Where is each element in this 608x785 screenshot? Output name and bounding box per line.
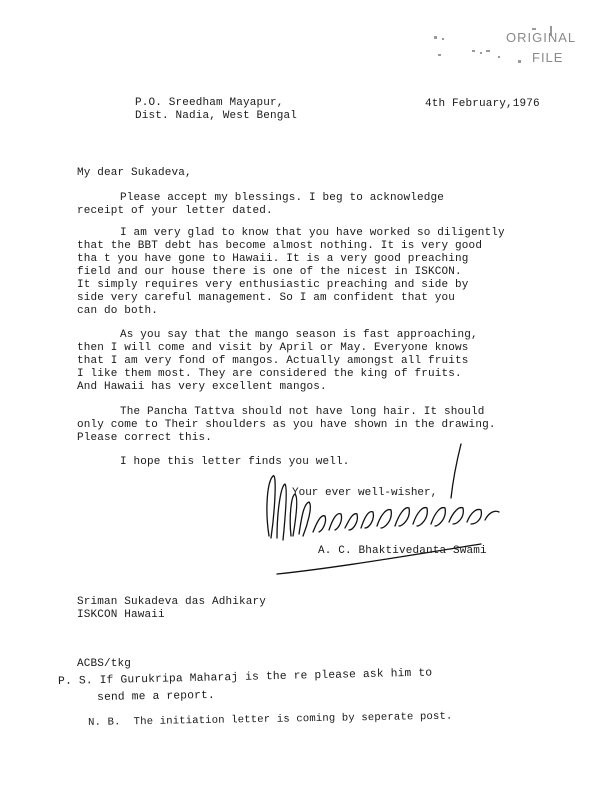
paragraph-3-line-1: As you say that the mango season is fast approaching, <box>120 329 478 341</box>
paragraph-2-line-4: field and our house there is one of the nicest in ISKCON. <box>77 266 462 278</box>
paragraph-1-line-1: Please accept my blessings. I beg to acknowledge <box>120 192 445 204</box>
paragraph-3-line-3: that I am very fond of mangos. Actually amongst all fruits <box>77 355 469 367</box>
stamp-line-file: FILE <box>532 50 564 65</box>
recipient-line1: Sriman Sukadeva das Adhikary <box>77 596 267 608</box>
postscript-line1: P. S. If Gurukripa Maharaj is the re please ask him to <box>58 667 433 688</box>
signer-name: A. C. Bhaktivedanta Swami <box>318 545 487 557</box>
paragraph-2-line-5: It simply requires very enthusiastic preaching and side by <box>77 279 469 291</box>
paragraph-5-line-1: I hope this letter finds you well. <box>120 456 350 468</box>
salutation: My dear Sukadeva, <box>77 167 192 179</box>
reference-initials: ACBS/tkg <box>77 658 132 670</box>
paragraph-3-line-2: then I will come and visit by April or May. Everyone knows <box>77 342 469 354</box>
nota-bene: N. B. The initiation letter is coming by seperate post. <box>88 710 453 729</box>
paragraph-2-line-3: tha t you have gone to Hawaii. It is a very good preaching <box>77 253 469 265</box>
paragraph-4-line-2: only come to Their shoulders as you have shown in the drawing. <box>77 419 496 431</box>
paragraph-2-line-2: that the BBT debt has become almost nothing. It is very good <box>77 240 483 252</box>
paragraph-3-line-5: And Hawaii has very excellent mangos. <box>77 381 327 393</box>
letter-date: 4th February,1976 <box>425 98 540 110</box>
stamp-line-original: ORIGINAL <box>506 30 577 45</box>
paragraph-2-line-6: side very careful management. So I am confident that you <box>77 292 456 304</box>
recipient-line2: ISKCON Hawaii <box>77 609 165 621</box>
paragraph-2-line-1: I am very glad to know that you have worked so diligently <box>120 227 505 239</box>
sender-address-line2: Dist. Nadia, West Bengal <box>135 110 298 122</box>
closing-well-wisher: Your ever well-wisher, <box>292 487 438 499</box>
paragraph-2-line-7: can do both. <box>77 305 159 317</box>
sender-address-line1: P.O. Sreedham Mayapur, <box>135 97 284 109</box>
paragraph-3-line-4: I like them most. They are considered the king of fruits. <box>77 368 462 380</box>
postscript-line2: send me a report. <box>97 689 216 704</box>
paragraph-4-line-3: Please correct this. <box>77 432 213 444</box>
paragraph-1-line-2: receipt of your letter dated. <box>77 205 273 217</box>
paragraph-4-line-1: The Pancha Tattva should not have long hair. It should <box>120 406 485 418</box>
